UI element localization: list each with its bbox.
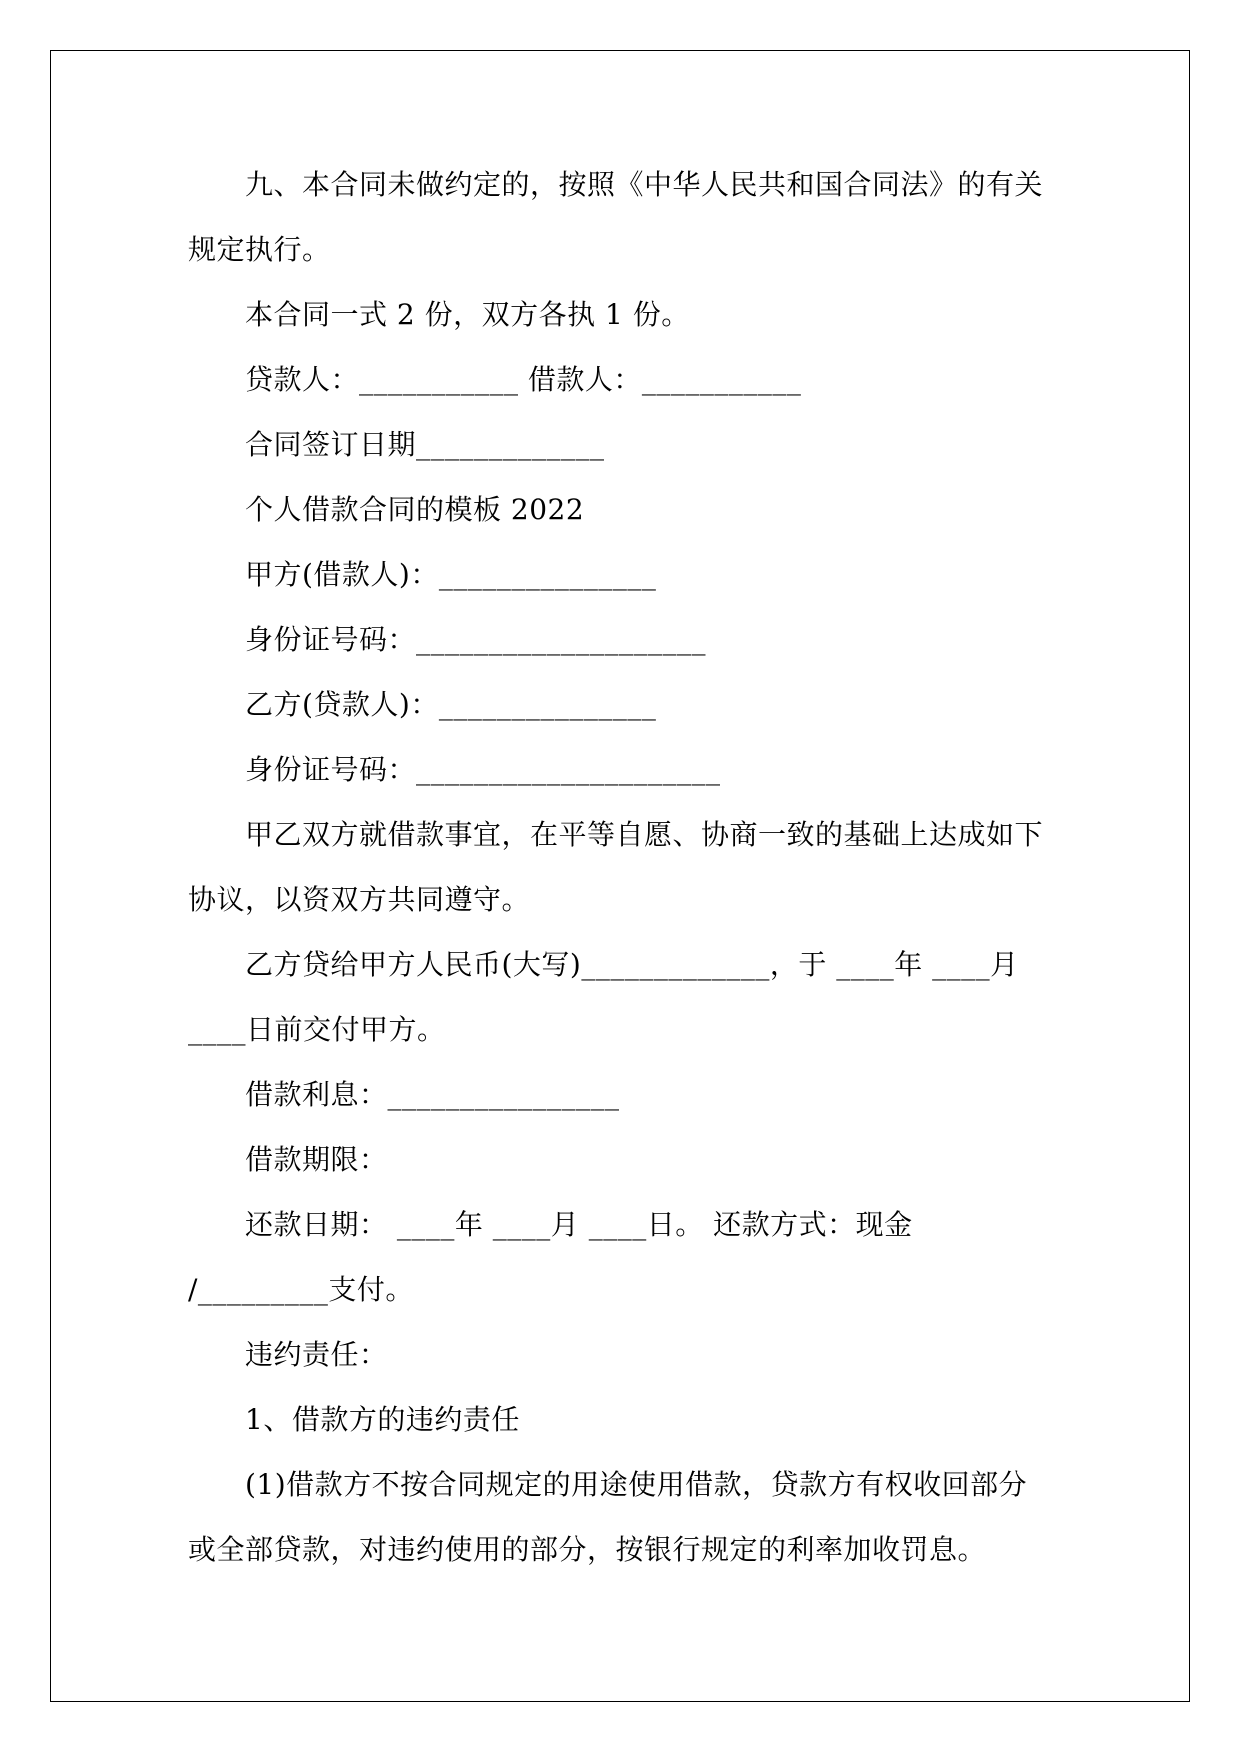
- signing-date-line: 合同签订日期_____________: [245, 428, 605, 461]
- template-title: 个人借款合同的模板 2022: [245, 493, 585, 526]
- borrower-liability-heading: 1、借款方的违约责任: [245, 1403, 520, 1436]
- liability-item-1-line-1: (1)借款方不按合同规定的用途使用借款，贷款方有权收回部分: [245, 1468, 1028, 1501]
- loan-interest-field: 借款利息：________________: [245, 1078, 620, 1111]
- liability-heading: 违约责任：: [245, 1338, 388, 1371]
- loan-term-field: 借款期限：: [245, 1143, 388, 1176]
- loan-amount-line-2: ____日前交付甲方。: [188, 1013, 446, 1046]
- party-b-field: 乙方(贷款人)：_______________: [245, 688, 657, 721]
- lender-borrower-signature-line: 贷款人：___________ 借款人：___________: [245, 363, 802, 396]
- party-a-field: 甲方(借款人)：_______________: [245, 558, 657, 591]
- agreement-intro-line-1: 甲乙双方就借款事宜，在平等自愿、协商一致的基础上达成如下: [245, 818, 1044, 851]
- clause-nine-line-1: 九、本合同未做约定的，按照《中华人民共和国合同法》的有关: [245, 168, 1044, 201]
- agreement-intro-line-2: 协议，以资双方共同遵守。: [188, 883, 531, 916]
- clause-nine-line-2: 规定执行。: [188, 233, 331, 266]
- copies-statement: 本合同一式 2 份，双方各执 1 份。: [245, 298, 690, 331]
- party-b-id-field: 身份证号码：_____________________: [245, 753, 721, 786]
- party-a-id-field: 身份证号码：____________________: [245, 623, 707, 656]
- repayment-date-line-1: 还款日期： ____年 ____月 ____日。 还款方式：现金: [245, 1208, 913, 1241]
- repayment-date-line-2: /_________支付。: [188, 1273, 414, 1306]
- liability-item-1-line-2: 或全部贷款，对违约使用的部分，按银行规定的利率加收罚息。: [188, 1533, 987, 1566]
- loan-amount-line-1: 乙方贷给甲方人民币(大写)_____________，于 ____年 ____月: [245, 948, 1019, 981]
- document-body: [188, 152, 1054, 1582]
